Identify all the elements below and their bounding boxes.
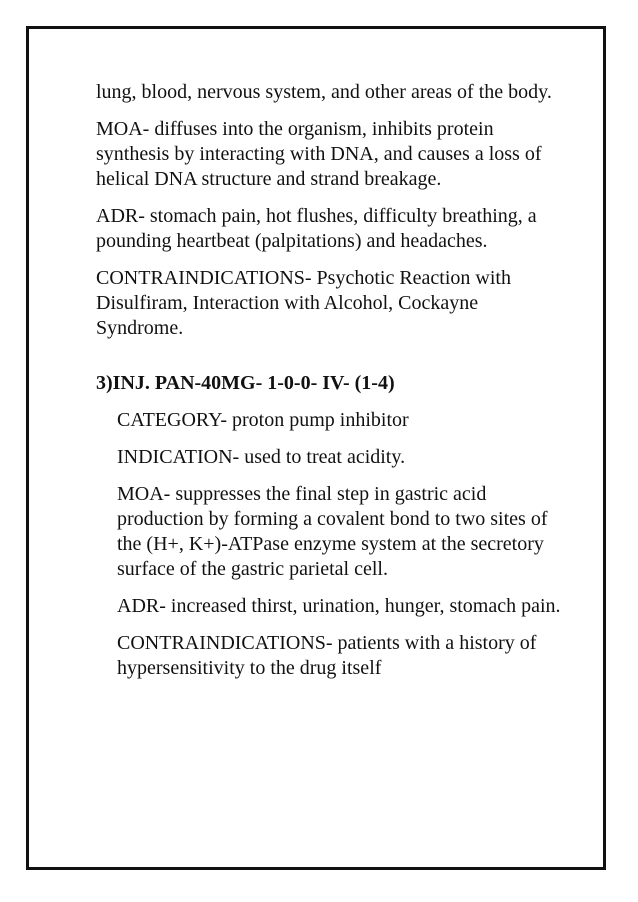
drug3-indication-text: INDICATION- used to treat acidity. [117, 446, 406, 468]
drug2-moa-text: MOA- diffuses into the organism, inhibits protein synthesis by interacting with DNA, and causes a loss of helical DNA structure and strand breakage. [96, 118, 542, 190]
drug2-continuation-text: lung, blood, nervous system, and other areas of the body. [96, 81, 552, 103]
drug3-details [117, 408, 567, 681]
document-body [96, 80, 566, 693]
drug3-moa-text: MOA- suppresses the final step in gastric acid production by forming a covalent bond to two sites of the (H+, K+)-ATPase enzyme system at the secretory surface of the gastric parietal cell. [117, 483, 548, 580]
drug2-adr-text: ADR- stomach pain, hot flushes, difficulty breathing, a pounding heartbeat (palpitations) and headaches. [96, 205, 537, 252]
drug3-contraindications-text: CONTRAINDICATIONS- patients with a history of hypersensitivity to the drug itself [117, 632, 537, 679]
drug3-adr-text: ADR- increased thirst, urination, hunger, stomach pain. [117, 595, 561, 617]
drug3-category-text: CATEGORY- proton pump inhibitor [117, 409, 409, 431]
drug3-heading: 3)INJ. PAN-40MG- 1-0-0- IV- (1-4) [96, 372, 395, 394]
drug2-contraindications-text: CONTRAINDICATIONS- Psychotic Reaction with Disulfiram, Interaction with Alcohol, Cockayne Syndrome. [96, 267, 511, 339]
